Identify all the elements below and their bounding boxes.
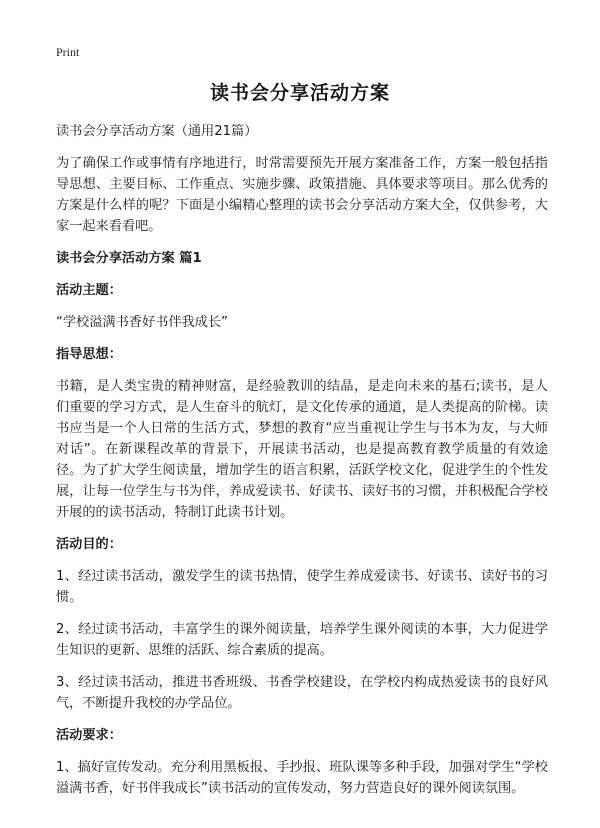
purpose-item: 2、经过读书活动，丰富学生的课外阅读量，培养学生课外阅读的本事，大力促进学生知识的更新、思维的活跃、综合素质的提高。 [56, 622, 548, 658]
print-link[interactable]: Print [56, 45, 80, 59]
purpose-item: 1、经过读书活动，激发学生的读书热情，使学生养成爱读书、好读书、读好书的习惯。 [56, 569, 548, 605]
purpose-heading: 活动目的： [56, 537, 122, 552]
intro-paragraph: 为了确保工作或事情有序地进行，时常需要预先开展方案准备工作，方案一般包括指导思想、主要目标、工作重点、实施步骤、政策措施、具体要求等项目。那么优秀的方案是什么样的呢？下面是小编精心整理的读书会分享活动方案大全，仅供参考，大家一起来看看吧。 [56, 156, 548, 234]
document-body [56, 121, 548, 810]
page-title: 读书会分享活动方案 [209, 82, 390, 104]
section-title: 读书会分享活动方案 篇1 [56, 251, 202, 266]
guide-paragraph: 书籍，是人类宝贵的精神财富，是经验教训的结晶，是走向未来的基石;读书，是人们重要的学习方式，是人生奋斗的航灯，是文化传承的通道，是人类提高的阶梯。读书应当是一个人日常的生活方式，梦想的教育“应当重视让学生与书本为友，与大师对话”。在新课程改革的背景下，开展读书活动，也是提高教育教学质量的有效途径。为了扩大学生阅读量，增加学生的语言积累，活跃学校文化，促进学生的个性发展，让每一位学生与书为伴，养成爱读书、好读书、读好书的习惯，并积极配合学校开展的的读书活动，特制订此读书计划。 [56, 379, 548, 520]
theme-heading: 活动主题： [56, 283, 122, 298]
document-subtitle: 读书会分享活动方案（通用21篇） [56, 124, 258, 139]
purpose-item: 3、经过读书活动，推进书香班级、书香学校建设，在学校内构成热爱读书的良好风气，不断提升我校的办学品位。 [56, 675, 548, 711]
guide-heading: 指导思想： [56, 347, 122, 362]
theme-text: “学校溢满书香好书伴我成长” [56, 315, 228, 330]
requirement-heading: 活动要求： [56, 728, 122, 743]
requirement-item: 1、搞好宣传发动。充分利用黑板报、手抄报、班队课等多种手段，加强对学生“学校溢满书香，好书伴我成长”读书活动的宣传发动，努力营造良好的课外阅读氛围。 [56, 760, 548, 796]
